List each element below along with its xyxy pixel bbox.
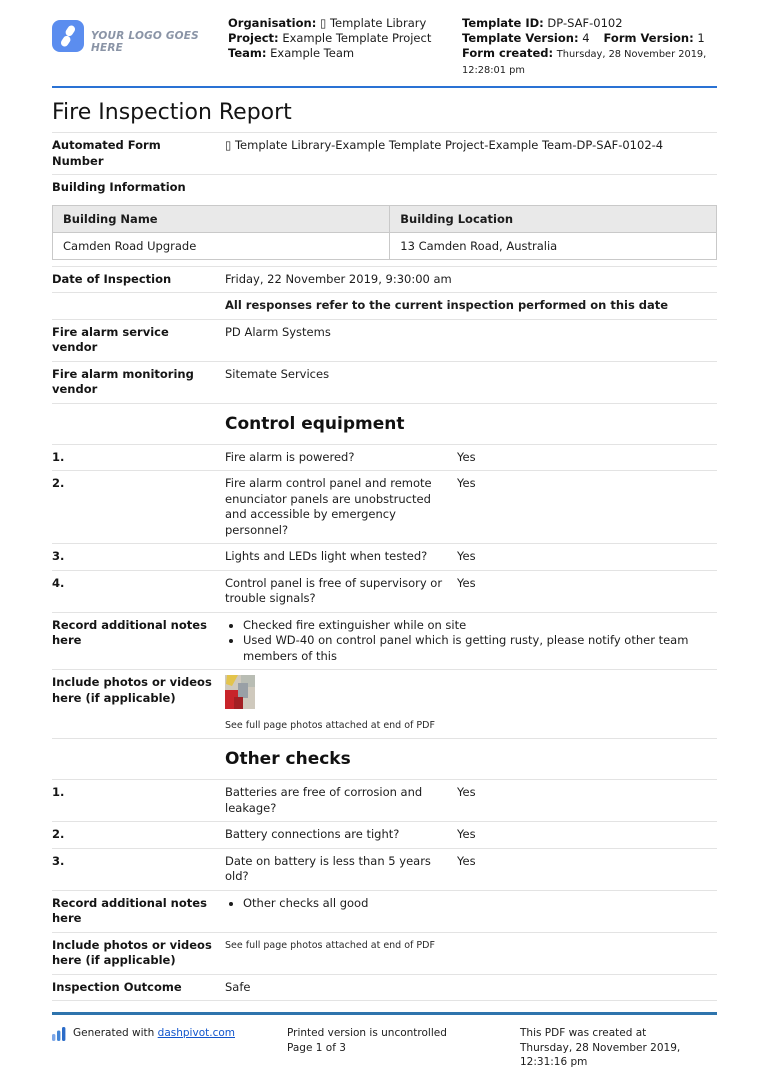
template-id-label: Template ID: [462,16,544,30]
row-notes-other-checks [52,890,717,932]
footer-page-info [287,1026,520,1070]
date-note: All responses refer to the current inspection performed on this date [225,298,669,312]
project-line [228,31,462,46]
row-photos-other-checks [52,932,717,974]
organisation-label: Organisation: [228,16,317,30]
row-date-note [52,292,717,319]
question-row [52,543,717,570]
photo-caption: See full page photos attached at end of PDF [225,719,435,731]
organisation-line [228,16,462,31]
organisation-value: ▯ Template Library [319,16,427,30]
form-version-label: Form Version: [603,31,694,45]
section-heading-control-equipment: Control equipment [225,413,405,434]
uncontrolled-text: Printed version is uncontrolled [287,1027,447,1039]
question-text: Fire alarm control panel and remote enunciator panels are unobstructed and accessible by emergency personnel? [225,476,432,537]
dashpivot-link[interactable]: dashpivot.com [157,1027,235,1039]
template-version-value: 4 [582,31,590,45]
inspection-outcome-value: Safe [225,979,251,994]
question-answer: Yes [457,785,476,799]
form-created-line [462,46,717,78]
monitoring-vendor-value: Sitemate Services [225,366,330,381]
header [52,16,717,88]
bar-chart-icon [52,1027,67,1041]
team-line [228,46,462,61]
note-item: • Checked fire extinguisher while on site [243,618,717,634]
question-answer: Yes [457,449,476,464]
note-item: • Used WD-40 on control panel which is getting rusty, please notify other team members of this [243,633,717,664]
notes-label: Record additional notes here [52,895,207,925]
inspection-outcome-label: Inspection Outcome [52,979,182,994]
question-number: 2. [52,476,65,490]
question-row [52,570,717,612]
page-title: Fire Inspection Report [52,100,292,125]
building-table-wrap [52,205,717,260]
project-label: Project: [228,31,279,45]
generated-with-text: Generated with [73,1027,155,1039]
row-service-vendor [52,319,717,361]
question-number: 1. [52,785,65,799]
team-value: Example Team [270,46,355,60]
section-heading-row [52,403,717,444]
logo-placeholder-text: YOUR LOGO GOES HERE [91,30,199,54]
automated-form-number-label: Automated Form Number [52,138,161,168]
footer-generated [52,1026,287,1070]
company-logo-icon [52,20,84,56]
version-line [462,31,717,46]
footer-created-at: This PDF was created at Thursday, 28 November 2019, 12:31:16 pm [520,1027,681,1068]
photo-thumbnail [225,675,717,714]
question-number: 3. [52,853,65,868]
form-created-label: Form created: [462,46,554,60]
logo [52,16,228,78]
photos-label: Include photos or videos here (if applicable) [52,937,212,967]
row-automated-form-number [52,132,717,174]
question-row [52,848,717,890]
row-notes-control-equipment [52,612,717,670]
template-id-value: DP-SAF-0102 [547,16,623,30]
question-number: 2. [52,827,65,841]
row-photos-control-equipment [52,669,717,738]
page-number: Page 1 of 3 [287,1041,346,1054]
template-version-label: Template Version: [462,31,579,45]
question-number: 1. [52,449,65,464]
question-text: Batteries are free of corrosion and leakage? [225,785,423,815]
section-heading-row [52,738,717,779]
question-text: Control panel is free of supervisory or trouble signals? [225,575,443,605]
date-of-inspection-value: Friday, 22 November 2019, 9:30:00 am [225,271,452,286]
row-date-of-inspection [52,266,717,293]
note-item: • Other checks all good [243,896,717,912]
building-location-header: Building Location [390,205,717,232]
footer [52,1012,717,1070]
form-version-value: 1 [697,31,705,45]
building-information-label: Building Information [52,180,186,194]
question-text: Fire alarm is powered? [225,449,355,464]
notes-list [225,896,717,912]
row-monitoring-vendor [52,361,717,403]
building-location-cell: 13 Camden Road, Australia [390,232,717,259]
photo-caption: See full page photos attached at end of PDF [225,939,435,951]
question-answer: Yes [457,476,476,490]
monitoring-vendor-label: Fire alarm monitoring vendor [52,366,194,396]
building-table-header-row [53,205,717,232]
building-table-row [53,232,717,259]
question-answer: Yes [457,575,476,590]
building-name-cell: Camden Road Upgrade [53,232,390,259]
question-text: Battery connections are tight? [225,827,400,841]
project-value: Example Template Project [282,31,432,45]
header-org-block [228,16,462,78]
service-vendor-label: Fire alarm service vendor [52,324,169,354]
question-answer: Yes [457,827,476,841]
question-row [52,470,717,543]
question-row [52,444,717,471]
question-text: Lights and LEDs light when tested? [225,549,428,563]
automated-form-number-value: ▯ Template Library-Example Template Project-Example Team-DP-SAF-0102-4 [225,138,664,152]
question-number: 3. [52,549,65,563]
photos-label: Include photos or videos here (if applicable) [52,675,212,705]
question-answer: Yes [457,853,476,868]
question-number: 4. [52,575,65,590]
row-inspection-outcome [52,974,717,1002]
team-label: Team: [228,46,267,60]
question-text: Date on battery is less than 5 years old? [225,853,431,883]
building-name-header: Building Name [53,205,390,232]
service-vendor-value: PD Alarm Systems [225,324,331,339]
template-id-line [462,16,717,31]
question-row [52,821,717,848]
form-created-value: Thursday, 28 November 2019, 12:28:01 pm [462,49,707,76]
date-of-inspection-label: Date of Inspection [52,271,172,286]
row-building-information [52,174,717,201]
question-answer: Yes [457,549,476,563]
header-meta-block [462,16,717,78]
building-table [52,205,717,260]
section-heading-other-checks: Other checks [225,749,351,769]
notes-label: Record additional notes here [52,617,207,647]
notes-list [225,618,717,665]
question-row [52,779,717,821]
